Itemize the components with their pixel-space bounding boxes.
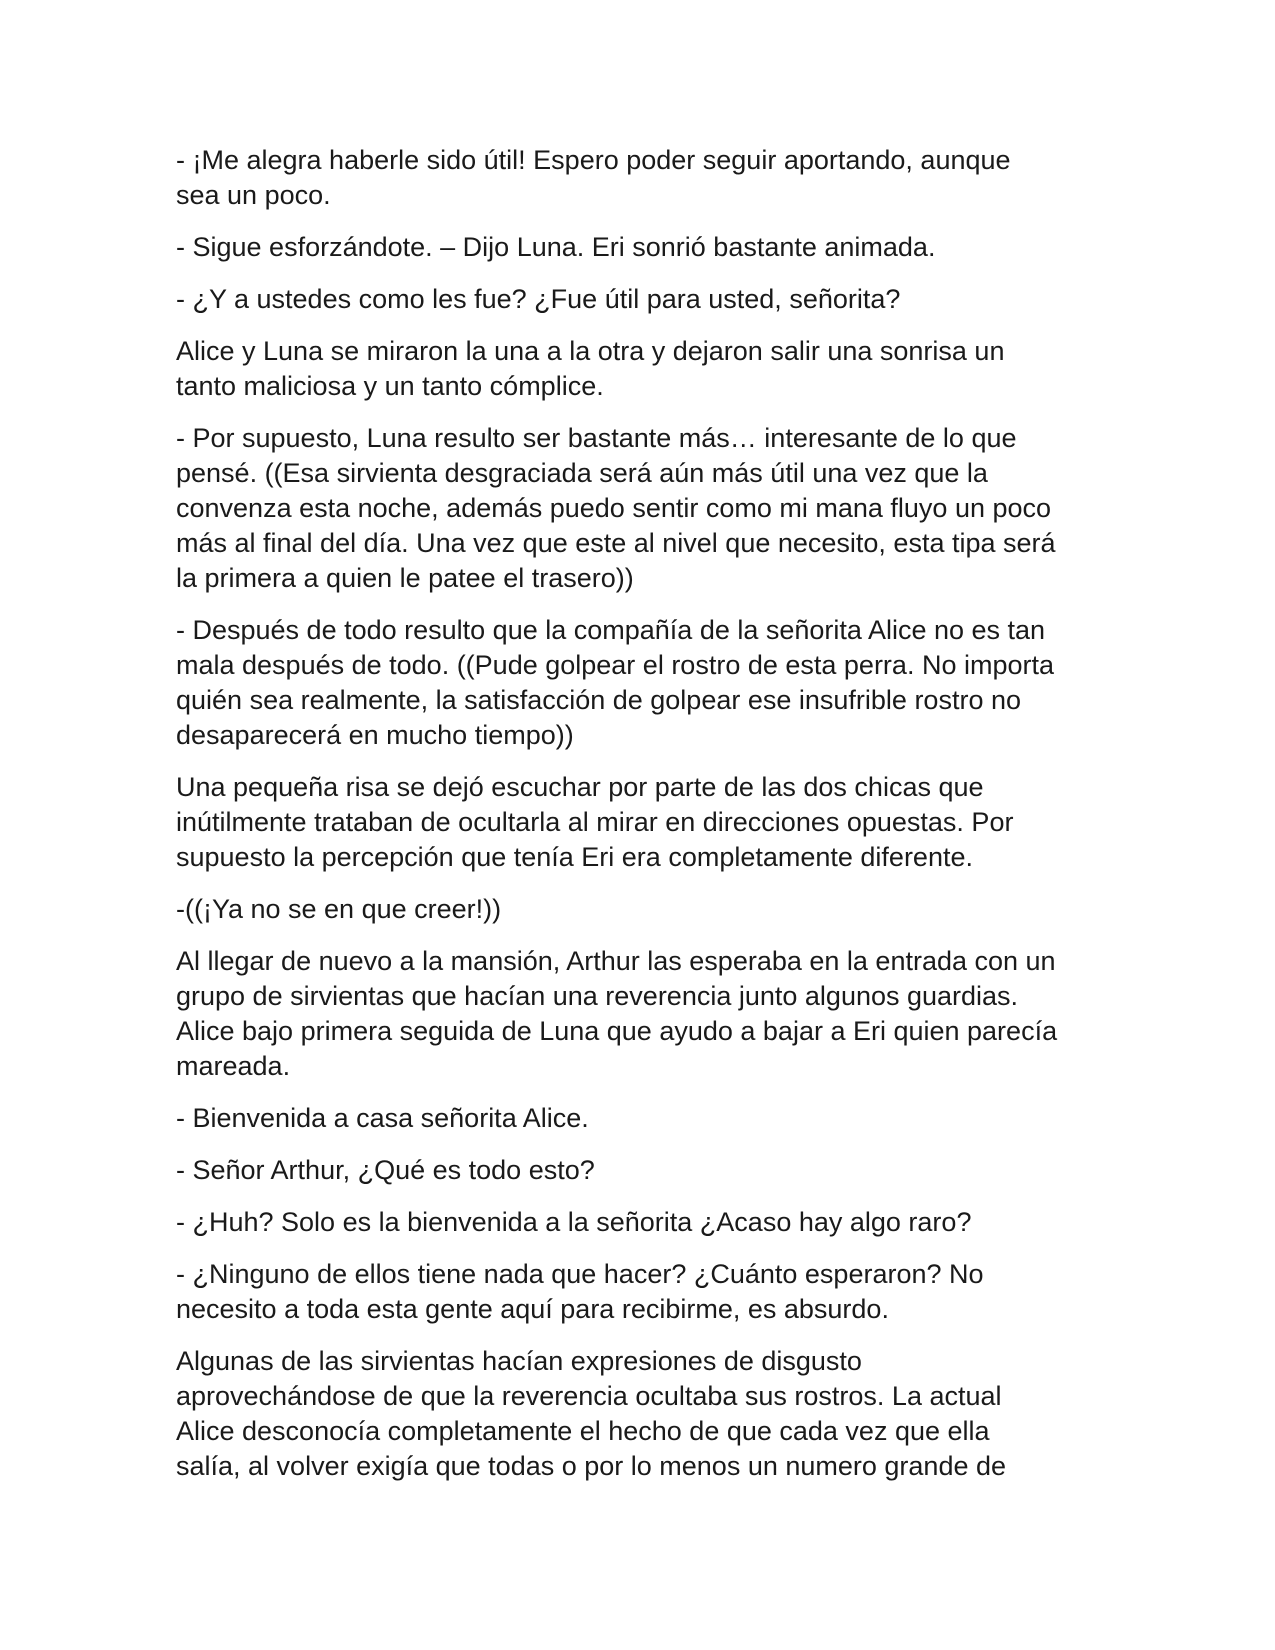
paragraph-1: - ¡Me alegra haberle sido útil! Espero poder seguir aportando, aunque sea un poco. [176,145,1011,210]
paragraph-14: Algunas de las sirvientas hacían expresiones de disgusto aprovechándose de que la reverencia ocultaba sus rostros. La actual Alice desconocía completamente el hecho de que cada vez que ella salía, al volver exigía que todas o por lo menos un numero grande de [176,1346,1007,1481]
paragraph-11: - Señor Arthur, ¿Qué es todo esto? [176,1155,595,1185]
paragraph-6: - Después de todo resulto que la compañía de la señorita Alice no es tan mala después de todo. ((Pude golpear el rostro de esta perra. No importa quién sea realmente, la satisfacción de golpear ese insufrible rostro no desaparecerá en mucho tiempo)) [176,615,1054,750]
paragraph-3: - ¿Y a ustedes como les fue? ¿Fue útil para usted, señorita? [176,284,901,314]
paragraph-13: - ¿Ninguno de ellos tiene nada que hacer? ¿Cuánto esperaron? No necesito a toda esta gente aquí para recibirme, es absurdo. [176,1259,984,1324]
document-body [176,143,1106,1501]
paragraph-5: - Por supuesto, Luna resulto ser bastante más… interesante de lo que pensé. ((Esa sirvienta desgraciada será aún más útil una vez que la convenza esta noche, además puedo sentir como mi mana fluyo un poco más al final del día. Una vez que este al nivel que necesito, esta tipa será la primera a quien le patee el trasero)) [176,423,1056,593]
paragraph-7: Una pequeña risa se dejó escuchar por parte de las dos chicas que inútilmente trataban de ocultarla al mirar en direcciones opuestas. Por supuesto la percepción que tenía Eri era completamente diferente. [176,772,1014,872]
paragraph-8: -((¡Ya no se en que creer!)) [176,894,502,924]
paragraph-4: Alice y Luna se miraron la una a la otra y dejaron salir una sonrisa un tanto maliciosa y un tanto cómplice. [176,336,1005,401]
paragraph-10: - Bienvenida a casa señorita Alice. [176,1103,589,1133]
paragraph-9: Al llegar de nuevo a la mansión, Arthur las esperaba en la entrada con un grupo de sirvientas que hacían una reverencia junto algunos guardias. Alice bajo primera seguida de Luna que ayudo a bajar a Eri quien parecía mareada. [176,946,1058,1081]
paragraph-12: - ¿Huh? Solo es la bienvenida a la señorita ¿Acaso hay algo raro? [176,1207,972,1237]
paragraph-2: - Sigue esforzándote. – Dijo Luna. Eri sonrió bastante animada. [176,232,936,262]
